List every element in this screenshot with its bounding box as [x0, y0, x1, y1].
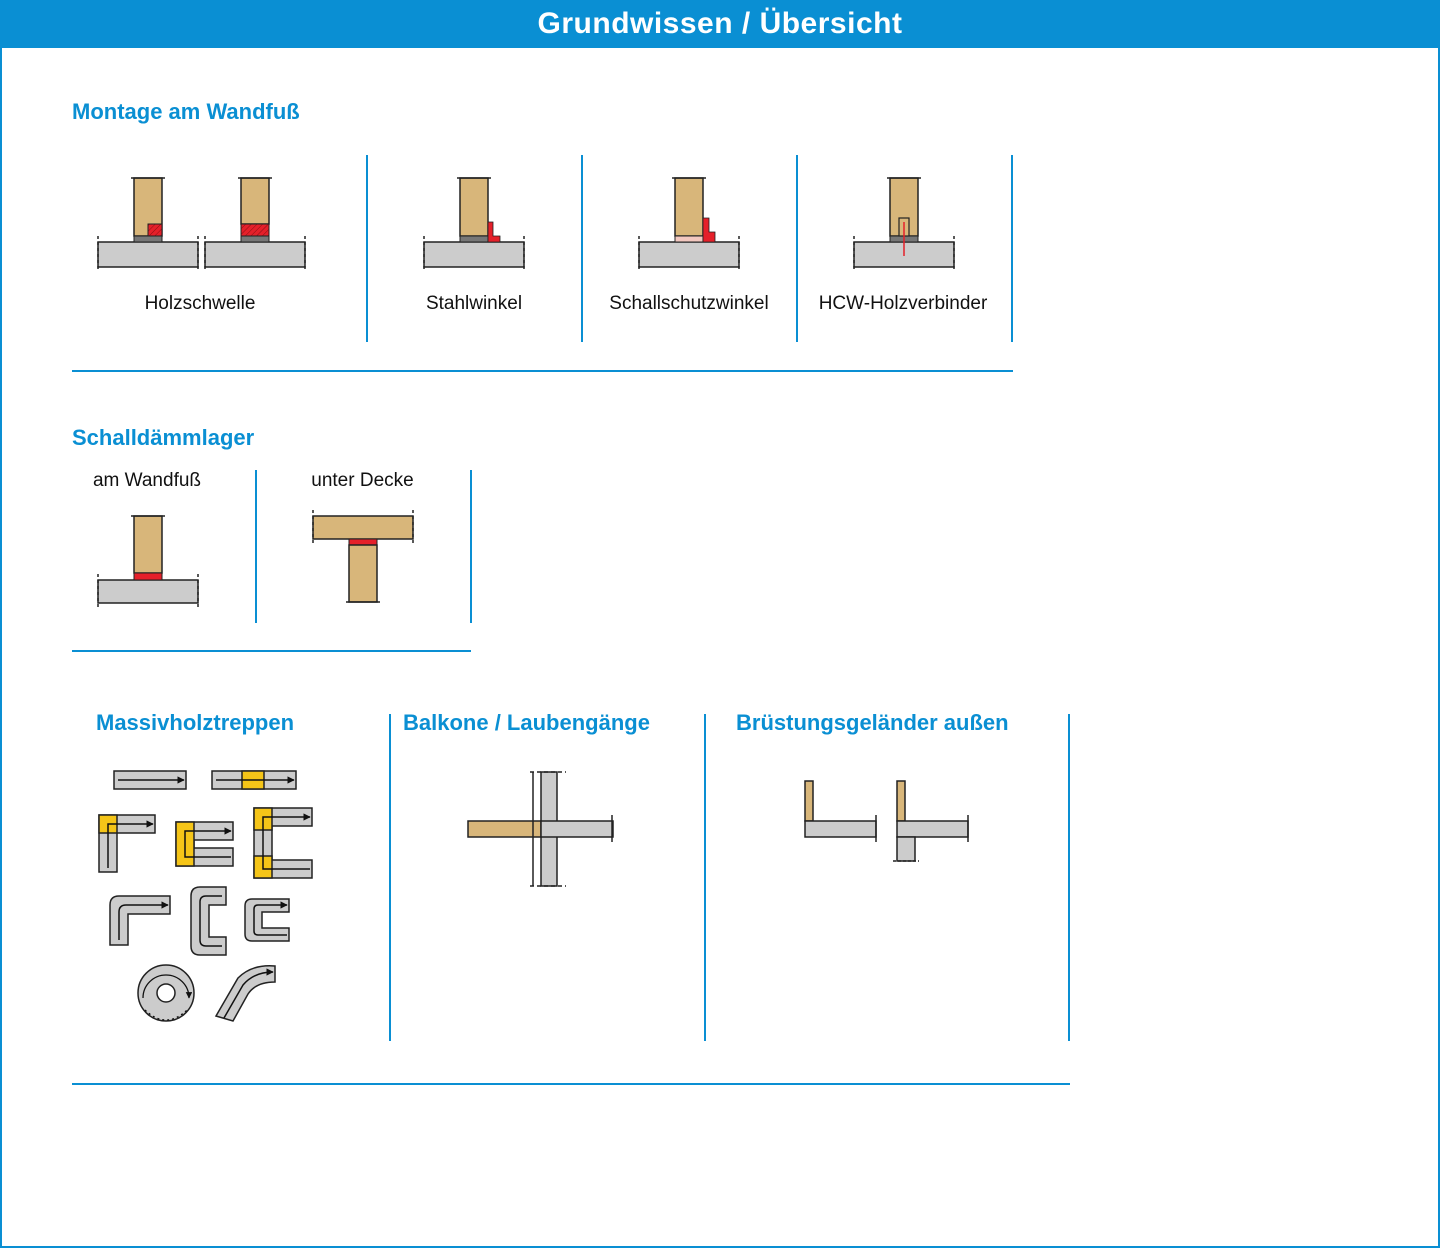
- schalllager-decke-diagram[interactable]: [313, 510, 413, 602]
- label-schallschutzwinkel[interactable]: Schallschutzwinkel: [609, 293, 769, 314]
- schallschutzwinkel-diagram[interactable]: [639, 178, 739, 272]
- montage-heading[interactable]: Montage am Wandfuß: [72, 99, 300, 124]
- holzschwelle-diagram-1[interactable]: [98, 178, 198, 272]
- balkone-heading[interactable]: Balkone / Laubengänge: [403, 710, 650, 735]
- label-stahlwinkel[interactable]: Stahlwinkel: [425, 293, 523, 314]
- balkone-diagram[interactable]: [468, 772, 613, 886]
- schall-heading[interactable]: Schalldämmlager: [72, 425, 255, 450]
- label-hcw-holzverbinder[interactable]: HCW-Holzverbinder: [818, 293, 988, 314]
- label-am-wandfuss[interactable]: am Wandfuß: [92, 470, 202, 491]
- hcw-holzverbinder-diagram[interactable]: [854, 178, 954, 272]
- treppen-diagrams[interactable]: [99, 771, 312, 1021]
- holzschwelle-diagram-2[interactable]: [205, 178, 305, 272]
- stahlwinkel-diagram[interactable]: [424, 178, 524, 272]
- label-holzschwelle[interactable]: Holzschwelle: [144, 293, 256, 314]
- bruestung-diagram-1[interactable]: [805, 781, 876, 842]
- page-title: Grundwissen / Übersicht: [537, 7, 903, 40]
- schalllager-wandfuss-diagram[interactable]: [98, 516, 198, 608]
- bruestung-diagram-2[interactable]: [893, 781, 968, 861]
- bruestung-heading[interactable]: Brüstungsgeländer außen: [736, 710, 1009, 735]
- label-unter-decke[interactable]: unter Decke: [311, 470, 414, 491]
- treppen-heading[interactable]: Massivholztreppen: [96, 710, 295, 735]
